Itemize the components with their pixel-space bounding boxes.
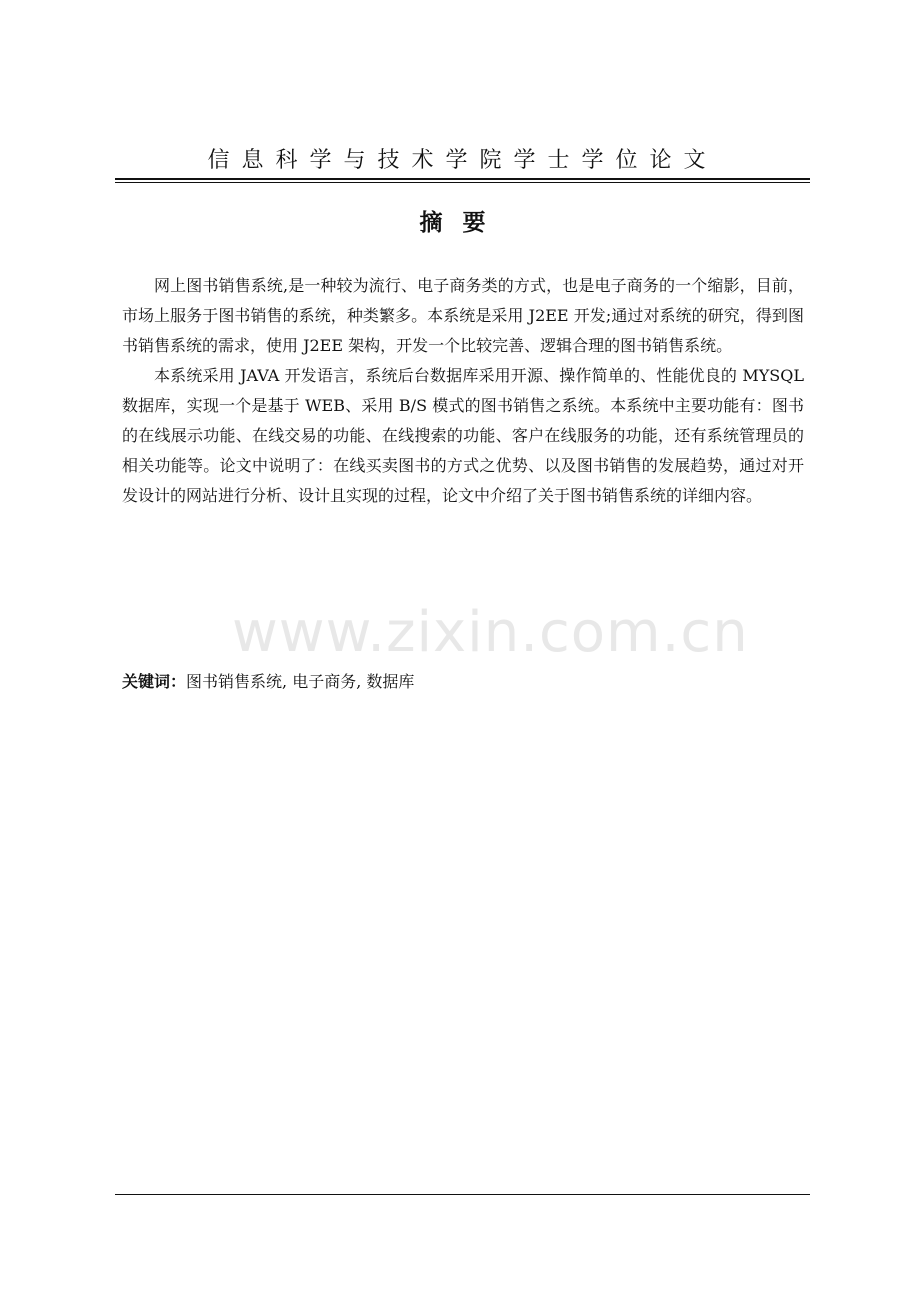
page-header-title: 信息科学与技术学院学士学位论文 [207, 148, 718, 173]
site-watermark: www.zixin.com.cn [232, 600, 749, 665]
footer-rule [115, 1194, 810, 1195]
abstract-paragraph-2: 本系统采用 JAVA 开发语言，系统后台数据库采用开源、操作简单的、性能优良的 MYSQL 数据库，实现一个是基于 WEB、采用 B/S 模式的图书销售之系统。本系统中主要功能有：图书的在线展示功能、在线交易的功能、在线搜索的功能、客户在线服务的功能，还有系统管理员的相关功能等。论文中说明了：在线买卖图书的方式之优势、以及图书销售的发展趋势，通过对开发设计的网站进行分析、设计且实现的过程，论文中介绍了关于图书销售系统的详细内容。 [122, 366, 804, 505]
keywords-line [122, 668, 804, 696]
abstract-heading: 摘要 [419, 210, 506, 236]
header-rule-thick [115, 178, 810, 180]
header-rule-thin [115, 182, 810, 183]
keywords-label: 关键词： [122, 672, 187, 691]
abstract-paragraph-1: 网上图书销售系统,是一种较为流行、电子商务类的方式，也是电子商务的一个缩影，目前，市场上服务于图书销售的系统，种类繁多。本系统是采用 J2EE 开发;通过对系统的研究，得到图书销售系统的需求，使用 J2EE 架构，开发一个比较完善、逻辑合理的图书销售系统。 [122, 276, 804, 355]
abstract-body [122, 271, 804, 511]
keywords-value: 图书销售系统, 电子商务, 数据库 [186, 672, 415, 691]
